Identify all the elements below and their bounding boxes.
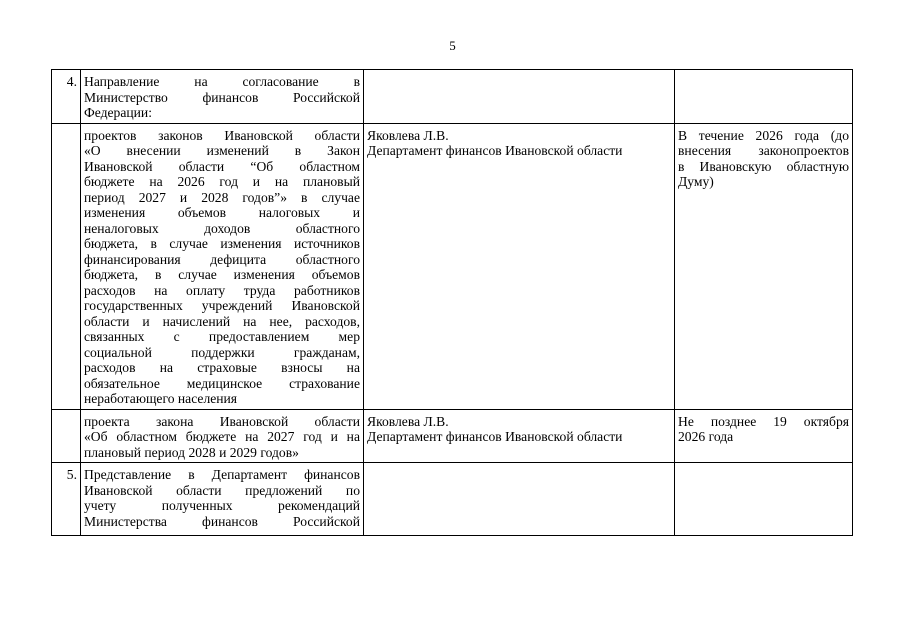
item-number (52, 123, 81, 409)
deadline-line: В течение 2026 года (до (678, 127, 849, 143)
task-line: Направление на согласование в (84, 74, 360, 89)
task-line: бюджете на 2026 год и на плановый (84, 174, 360, 189)
task-cell (81, 70, 364, 124)
task-line: проекта закона Ивановской области (84, 413, 360, 429)
task-line: государственных учреждений Ивановской (84, 298, 360, 313)
deadline-line: Думу) (678, 174, 714, 189)
page-number: 5 (449, 38, 456, 53)
deadline-line: внесения законопроектов (678, 143, 849, 158)
task-cell (81, 409, 364, 463)
task-line: расходов на страховые взносы на (84, 360, 360, 375)
task-line: связанных с предоставлением мер (84, 329, 360, 344)
task-line: Федерации: (84, 105, 152, 120)
deadline-cell (675, 409, 853, 463)
deadline-line: Не позднее 19 октября (678, 413, 849, 429)
responsible-person: Яковлева Л.В. (367, 127, 449, 143)
table-row-5 (52, 463, 853, 536)
task-line: области и начислений на нее, расходов, (84, 313, 360, 329)
responsible-person: Яковлева Л.В. (367, 413, 449, 429)
task-line: Представление в Департамент финансов (84, 467, 360, 482)
plan-table (51, 69, 853, 536)
deadline-cell (675, 123, 853, 409)
table-row-4-1 (52, 123, 853, 409)
item-number: 5. (52, 463, 81, 536)
task-line: бюджета, в случае изменения объемов (84, 267, 360, 282)
task-line: изменения объемов налоговых и (84, 205, 360, 220)
deadline-line: в Ивановскую областную (678, 158, 849, 174)
task-line: социальной поддержки гражданам, (84, 344, 360, 360)
task-line: обязательное медицинское страхование (84, 375, 360, 391)
table-row-4-2 (52, 409, 853, 463)
task-cell (81, 463, 364, 536)
responsible-cell (364, 409, 675, 463)
task-line: «О внесении изменений в Закон (84, 143, 360, 158)
deadline-cell (675, 463, 853, 536)
item-number: 4. (52, 70, 81, 124)
task-cell (81, 123, 364, 409)
task-line: учету полученных рекомендаций (84, 498, 360, 513)
task-line: бюджета, в случае изменения источников (84, 236, 360, 251)
deadline-cell (675, 70, 853, 124)
responsible-cell (364, 463, 675, 536)
task-line: финансирования дефицита областного (84, 251, 360, 267)
task-line: Ивановской области “Об областном (84, 158, 360, 174)
task-line: проектов законов Ивановской области (84, 127, 360, 143)
task-line: неработающего населения (84, 391, 238, 406)
task-line: неналоговых доходов областного (84, 220, 360, 236)
task-line: период 2027 и 2028 годов”» в случае (84, 189, 360, 205)
task-line: «Об областном бюджете на 2027 год и на (84, 429, 360, 444)
responsible-department: Департамент финансов Ивановской области (367, 143, 623, 158)
item-number (52, 409, 81, 463)
responsible-cell (364, 70, 675, 124)
task-line: расходов на оплату труда работников (84, 282, 360, 298)
task-line: Ивановской области предложений по (84, 482, 360, 498)
table-row-4 (52, 70, 853, 124)
responsible-cell (364, 123, 675, 409)
deadline-line: 2026 года (678, 429, 734, 444)
task-line: Министерства финансов Российской (84, 513, 360, 529)
responsible-department: Департамент финансов Ивановской области (367, 429, 623, 444)
task-line: Министерство финансов Российской (84, 89, 360, 105)
task-line: плановый период 2028 и 2029 годов» (84, 444, 299, 460)
